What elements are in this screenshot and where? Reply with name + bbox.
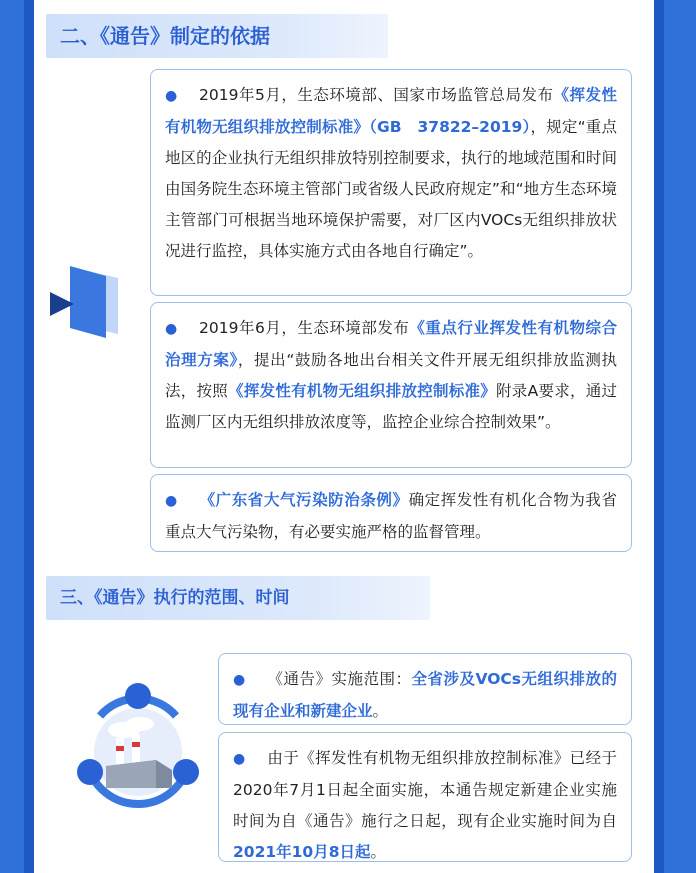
scope-card — [218, 653, 632, 725]
card-text: 2019年5月，生态环境部、国家市场监管总局发布 — [199, 86, 554, 104]
card-text: ，提出“鼓励各地出台相关文件开展无组织排放监测执法，按照 — [165, 351, 617, 400]
section-title-basis: 二、《通告》制定的依据 — [46, 14, 388, 58]
content-page — [34, 0, 654, 873]
left-frame-shade — [24, 0, 34, 873]
standard-title-link[interactable]: 《挥发性有机物无组织排放控制标准》（GB 37822–2019） — [165, 86, 617, 136]
regulation-title-link[interactable]: 《广东省大气污染防治条例》 — [199, 491, 409, 509]
section-title-scope: 三、《通告》执行的范围、时间 — [46, 576, 430, 620]
card-text: 2019年6月，生态环境部发布 — [199, 319, 410, 337]
basis-card-regulation — [150, 474, 632, 552]
bullet-icon: ● — [233, 751, 246, 767]
right-frame-shade — [654, 0, 664, 873]
card-text: 确定挥发性有机化合物为我省重点大气污染物，有必要实施严格的监督管理。 — [165, 491, 617, 541]
bullet-icon: ● — [165, 88, 178, 104]
card-text: 由于《挥发性有机物无组织排放控制标准》已经于2020年7月1日起全面实施，本通告规定新建企业实施时间为自《通告》施行之日起，现有企业实施时间为自 — [233, 749, 617, 830]
scope-highlight: 全省涉及VOCs无组织排放的现有企业和新建企业 — [233, 670, 617, 720]
factory-emission-icon — [76, 680, 200, 814]
card-text: 附录A要求，通过监测厂区内无组织排放浓度等，监控企业综合控制效果”。 — [165, 382, 617, 431]
card-text: 《通告》实施范围： — [267, 670, 412, 688]
card-text: ，规定“重点地区的企业执行无组织排放特别控制要求，执行的地域范围和时间由国务院生态环境主管部门或省级人民政府规定”和“地方生态环境主管部门可根据当地环境保护需要，对厂区内VOCs无组织排放状况进行监控，具体实施方式由各地自行确定”。 — [165, 118, 618, 260]
standard-title-link[interactable]: 《挥发性有机物无组织排放控制标准》 — [228, 382, 497, 400]
plan-title-link[interactable]: 《重点行业挥发性有机物综合治理方案》 — [165, 319, 617, 369]
basis-card-governance-plan — [150, 302, 632, 468]
bullet-icon: ● — [165, 493, 178, 509]
effective-date-highlight: 2021年10月8日起 — [233, 843, 371, 861]
bullet-icon: ● — [165, 321, 178, 337]
document-stack-icon — [48, 264, 120, 346]
basis-card-standard — [150, 69, 632, 296]
card-text: 。 — [372, 702, 389, 720]
timing-card — [218, 732, 632, 862]
bullet-icon: ● — [233, 672, 246, 688]
card-text: 。 — [370, 843, 387, 861]
